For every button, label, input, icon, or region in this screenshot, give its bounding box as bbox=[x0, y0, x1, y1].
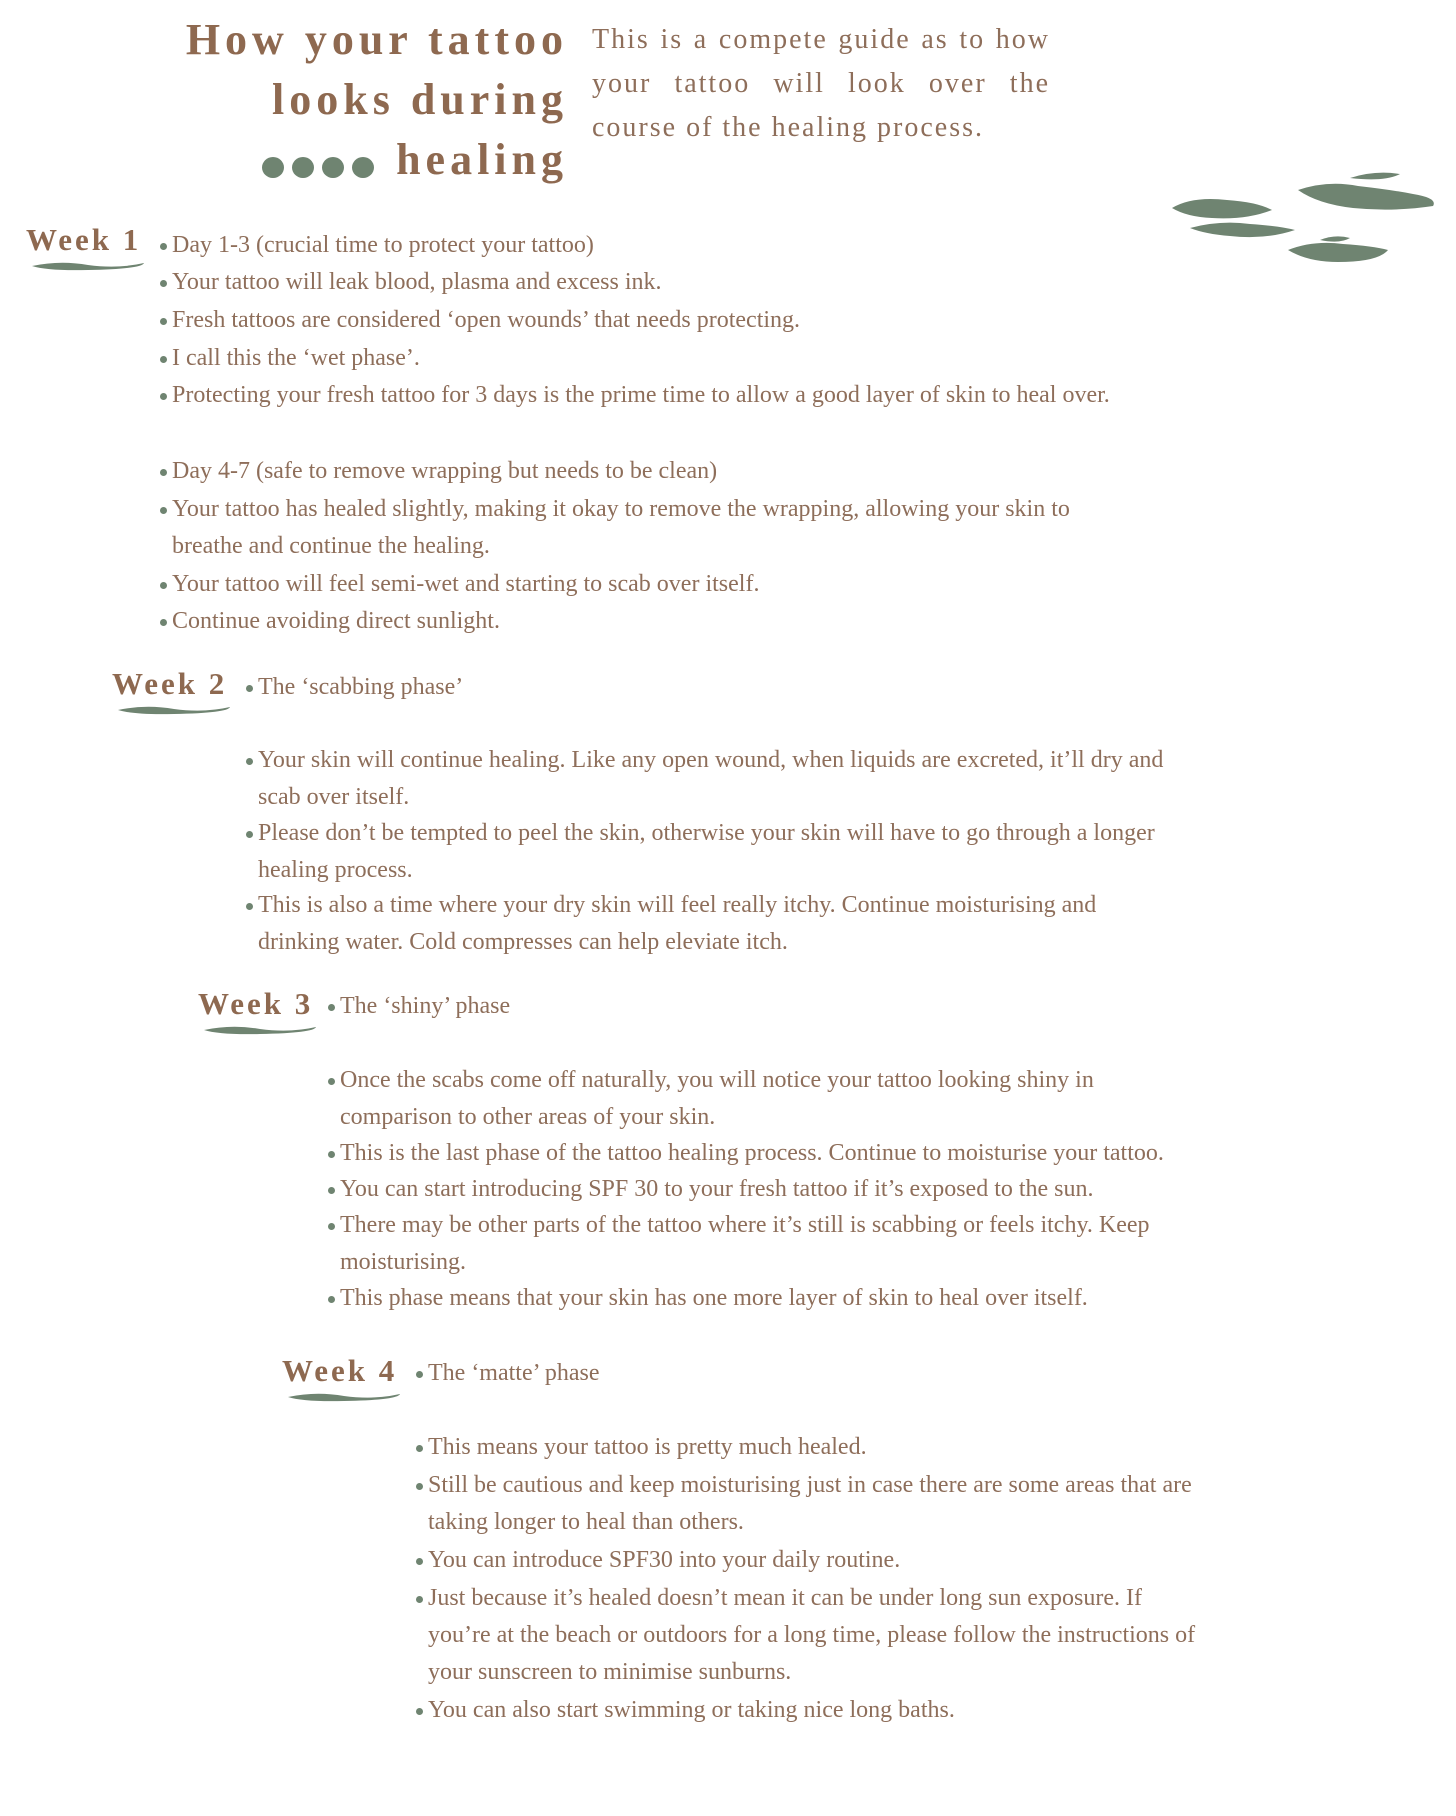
intro-text: This is a compete guide as to how your tattoo will look over the course of the healing process. bbox=[592, 24, 1050, 143]
week-1-item bbox=[172, 453, 717, 490]
item-text-cont: comparison to other areas of your skin. bbox=[340, 1104, 716, 1130]
week-1-item bbox=[172, 491, 1070, 565]
dot-icon bbox=[352, 157, 374, 178]
item-text: Your tattoo will feel semi-wet and starting to scab over itself. bbox=[172, 571, 760, 597]
item-text: This phase means that your skin has one more layer of skin to heal over itself. bbox=[340, 1285, 1088, 1311]
item-text: Day 4-7 (safe to remove wrapping but needs to be clean) bbox=[172, 458, 718, 484]
item-text-cont: your sunscreen to minimise sunburns. bbox=[428, 1659, 792, 1685]
bullet-icon bbox=[416, 1445, 423, 1452]
item-text: This is the last phase of the tattoo healing process. Continue to moisturise your tattoo. bbox=[340, 1140, 1164, 1166]
week-1-item bbox=[172, 302, 800, 339]
week-3-label-text: Week 3 bbox=[198, 986, 314, 1021]
week-3-item bbox=[340, 988, 510, 1025]
bullet-icon bbox=[246, 685, 253, 692]
week-3-item bbox=[340, 1171, 1094, 1208]
item-text-cont: moisturising. bbox=[340, 1249, 467, 1275]
item-text: Your tattoo will leak blood, plasma and excess ink. bbox=[172, 269, 662, 295]
week-4-label bbox=[282, 1353, 397, 1389]
item-text: You can start introducing SPF 30 to your fresh tattoo if it’s exposed to the sun. bbox=[340, 1176, 1094, 1202]
item-text-cont: healing process. bbox=[258, 857, 413, 883]
bullet-icon bbox=[328, 1187, 335, 1194]
item-text: Please don’t be tempted to peel the skin, otherwise your skin will have to go through a longer bbox=[258, 820, 1155, 846]
week-4-item bbox=[428, 1542, 900, 1579]
title-line-3-row bbox=[120, 130, 568, 194]
week-1-item bbox=[172, 340, 420, 377]
dots-icon bbox=[262, 134, 382, 194]
week-2-item bbox=[258, 669, 463, 706]
bullet-icon bbox=[416, 1483, 423, 1490]
bullet-icon bbox=[246, 758, 253, 765]
item-text: The ‘matte’ phase bbox=[428, 1360, 600, 1386]
underline-stroke-icon bbox=[202, 1024, 318, 1036]
brush-strokes-icon bbox=[1170, 168, 1440, 278]
title-line-1: How your tattoo bbox=[185, 15, 568, 64]
item-text-cont: drinking water. Cold compresses can help eleviate itch. bbox=[258, 929, 788, 955]
item-text: Protecting your fresh tattoo for 3 days is the prime time to allow a good layer of skin to heal over. bbox=[172, 382, 1110, 408]
dot-icon bbox=[292, 157, 314, 178]
item-text: Just because it’s healed doesn’t mean it can be under long sun exposure. If bbox=[428, 1585, 1143, 1611]
week-1-item bbox=[172, 227, 594, 264]
bullet-icon bbox=[416, 1558, 423, 1565]
bullet-icon bbox=[160, 356, 167, 363]
week-4-item bbox=[428, 1355, 599, 1392]
bullet-icon bbox=[160, 507, 167, 514]
week-1-item bbox=[172, 264, 662, 301]
bullet-icon bbox=[328, 1223, 335, 1230]
bullet-icon bbox=[160, 280, 167, 287]
bullet-icon bbox=[328, 1078, 335, 1085]
bullet-icon bbox=[160, 469, 167, 476]
week-1-item bbox=[172, 566, 759, 603]
bullet-icon bbox=[328, 1296, 335, 1303]
week-1-item bbox=[172, 603, 500, 640]
bullet-icon bbox=[328, 1004, 335, 1011]
bullet-icon bbox=[416, 1708, 423, 1715]
item-text-cont: scab over itself. bbox=[258, 784, 410, 810]
item-text-cont: taking longer to heal than others. bbox=[428, 1509, 744, 1535]
item-text: Your tattoo has healed slightly, making it okay to remove the wrapping, allowing your skin to bbox=[172, 496, 1070, 522]
item-text: You can also start swimming or taking nice long baths. bbox=[428, 1697, 955, 1723]
item-text: There may be other parts of the tattoo where it’s still is scabbing or feels itchy. Keep bbox=[340, 1212, 1150, 1238]
item-text-cont: breathe and continue the healing. bbox=[172, 533, 490, 559]
week-4-label-text: Week 4 bbox=[282, 1353, 398, 1388]
item-text: The ‘scabbing phase’ bbox=[258, 674, 464, 700]
week-4-item bbox=[428, 1429, 867, 1466]
item-text: Once the scabs come off naturally, you will notice your tattoo looking shiny in bbox=[340, 1067, 1094, 1093]
week-4-item bbox=[428, 1580, 1195, 1691]
week-4-item bbox=[428, 1692, 955, 1729]
bullet-icon bbox=[416, 1596, 423, 1603]
bullet-icon bbox=[160, 619, 167, 626]
week-3-item bbox=[340, 1207, 1150, 1281]
bullet-icon bbox=[160, 393, 167, 400]
bullet-icon bbox=[416, 1371, 423, 1378]
underline-stroke-icon bbox=[116, 704, 232, 716]
week-1-label-text: Week 1 bbox=[26, 222, 142, 257]
item-text: Still be cautious and keep moisturising just in case there are some areas that are bbox=[428, 1472, 1192, 1498]
week-2-label-text: Week 2 bbox=[112, 666, 228, 701]
item-text: This means your tattoo is pretty much healed. bbox=[428, 1434, 867, 1460]
week-4-item bbox=[428, 1467, 1192, 1541]
item-text: The ‘shiny’ phase bbox=[340, 993, 511, 1019]
week-3-item bbox=[340, 1135, 1164, 1172]
bullet-icon bbox=[160, 318, 167, 325]
week-3-item bbox=[340, 1062, 1094, 1136]
item-text: Fresh tattoos are considered ‘open wounds’ that needs protecting. bbox=[172, 307, 801, 333]
dot-icon bbox=[322, 157, 344, 178]
item-text: This is also a time where your dry skin will feel really itchy. Continue moisturising and bbox=[258, 892, 1097, 918]
item-text: I call this the ‘wet phase’. bbox=[172, 345, 420, 371]
item-text-cont: you’re at the beach or outdoors for a long time, please follow the instructions of bbox=[428, 1622, 1196, 1648]
dot-icon bbox=[262, 157, 284, 178]
week-1-label bbox=[26, 222, 141, 258]
bullet-icon bbox=[160, 243, 167, 250]
week-2-item bbox=[258, 742, 1163, 816]
title-line-3: healing bbox=[396, 135, 568, 184]
item-text: Day 1-3 (crucial time to protect your tattoo) bbox=[172, 232, 594, 258]
bullet-icon bbox=[246, 831, 253, 838]
week-2-label bbox=[112, 666, 227, 702]
bullet-icon bbox=[328, 1151, 335, 1158]
week-3-label bbox=[198, 986, 313, 1022]
title-line-2: looks during bbox=[272, 75, 568, 124]
bullet-icon bbox=[246, 903, 253, 910]
week-3-item bbox=[340, 1280, 1088, 1317]
week-2-item bbox=[258, 815, 1155, 889]
item-text: Continue avoiding direct sunlight. bbox=[172, 608, 500, 634]
item-text: You can introduce SPF30 into your daily routine. bbox=[428, 1547, 901, 1573]
underline-stroke-icon bbox=[30, 260, 146, 272]
underline-stroke-icon bbox=[286, 1391, 402, 1403]
page-title bbox=[120, 10, 568, 194]
week-1-item bbox=[172, 377, 1110, 414]
item-text: Your skin will continue healing. Like any open wound, when liquids are excreted, it’ll dry and bbox=[258, 747, 1164, 773]
bullet-icon bbox=[160, 582, 167, 589]
week-2-item bbox=[258, 887, 1096, 961]
